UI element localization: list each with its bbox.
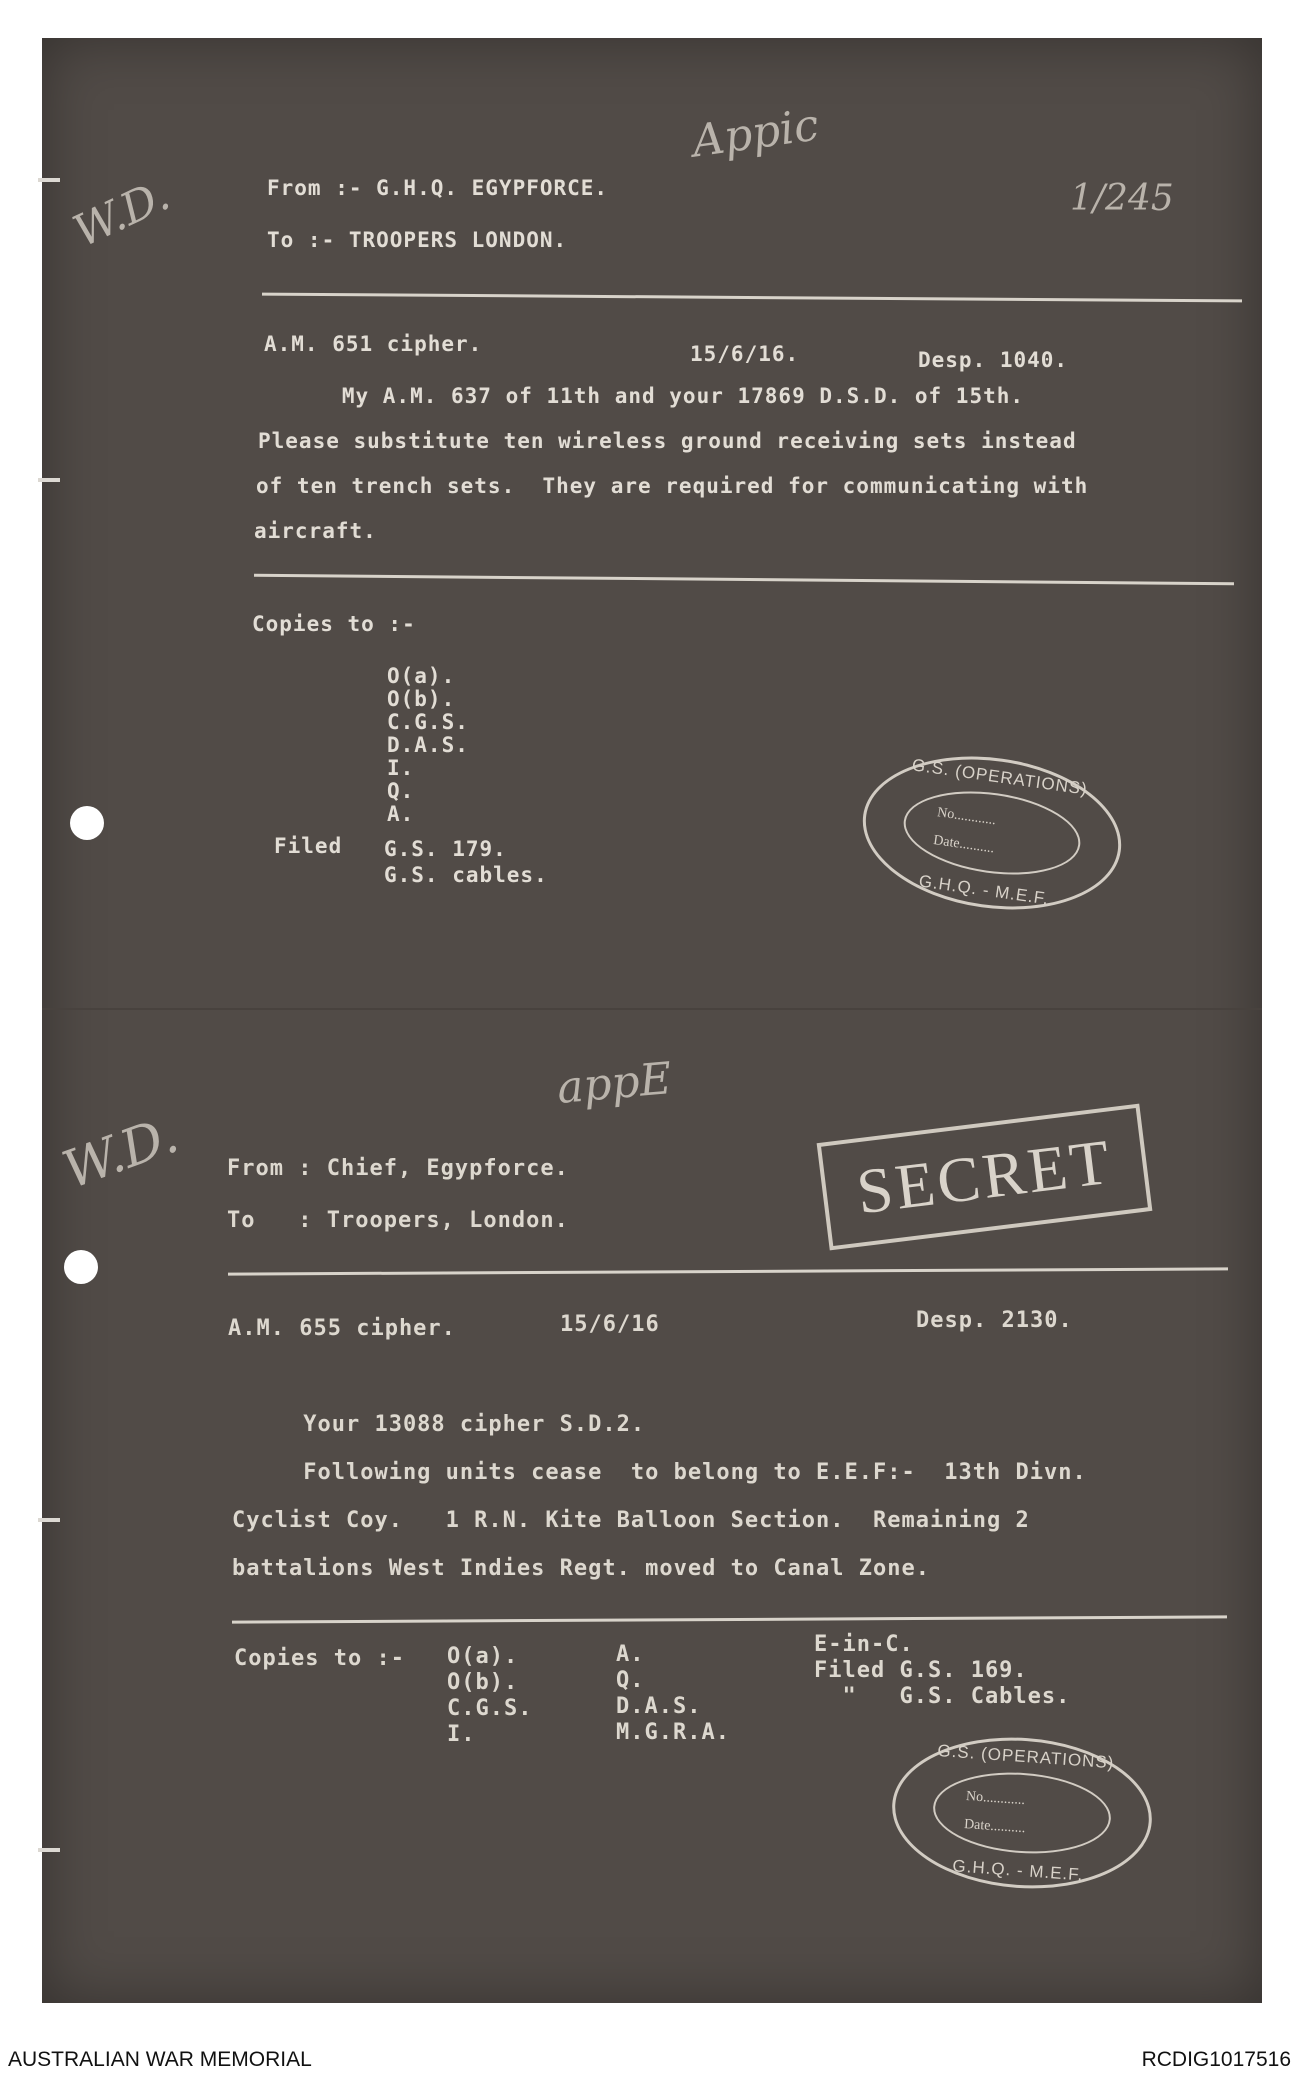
stamp-bottom-text: G.H.Q. - M.E.F.: [917, 871, 1051, 909]
memo1-body-line: My A.M. 637 of 11th and your 17869 D.S.D. of 15th.: [260, 384, 1025, 408]
footer-catalog-id: RCDIG1017516: [1141, 2048, 1291, 2071]
memo2-copy-item: A.: [616, 1642, 645, 1667]
memo2-copy-item: O(a).: [447, 1644, 519, 1669]
memo1-desp: Desp. 1040.: [918, 348, 1069, 372]
memo1-body-line: Please substitute ten wireless ground receiving sets instead: [258, 429, 1077, 453]
page-fold: [42, 1008, 1262, 1010]
punch-hole: [64, 1250, 98, 1284]
memo1-handwritten-number: 1/245: [1070, 178, 1174, 219]
memo1-copy-item: O(a).: [387, 664, 456, 688]
memo1-ops-stamp: [853, 741, 1131, 926]
binder-mark: [38, 178, 60, 182]
stamp-bottom-text: G.H.Q. - M.E.F.: [951, 1856, 1085, 1885]
stamp-top-text: G.S. (OPERATIONS): [910, 755, 1089, 799]
binder-mark: [38, 478, 60, 482]
memo2-copies-label: Copies to :-: [234, 1646, 405, 1671]
stamp-date-line: Date..........: [963, 1817, 1026, 1837]
memo2-filed-line: Filed G.S. 169.: [814, 1658, 1028, 1683]
memo2-from-line: From : Chief, Egypforce.: [227, 1156, 569, 1181]
memo2-copy-item: I.: [447, 1722, 476, 1747]
punch-hole: [70, 806, 104, 840]
memo1-filed-item: G.S. 179.: [384, 837, 507, 861]
memo2-copy-item: E-in-C.: [814, 1632, 914, 1657]
memo2-copy-item: D.A.S.: [616, 1694, 702, 1719]
memo1-copies-label: Copies to :-: [252, 612, 416, 636]
memo2-copy-item: M.G.R.A.: [616, 1720, 730, 1745]
memo1-ref: A.M. 651 cipher.: [264, 332, 483, 356]
stamp-top-text: G.S. (OPERATIONS): [936, 1740, 1116, 1773]
memo2-date: 15/6/16: [560, 1312, 660, 1337]
memo1-copy-item: C.G.S.: [387, 710, 469, 734]
memo2-ops-stamp: [887, 1729, 1157, 1897]
memo1-rule-bottom: [254, 574, 1234, 586]
memo2-desp: Desp. 2130.: [916, 1308, 1073, 1333]
memo2-copy-item: C.G.S.: [447, 1696, 533, 1721]
stamp-no-line: No............: [965, 1789, 1026, 1809]
memo2-to-line: To : Troopers, London.: [227, 1208, 569, 1233]
memo2-rule-top: [228, 1267, 1228, 1275]
memo1-handwritten-top: Appic: [689, 99, 822, 168]
memo1-copy-item: Q.: [387, 779, 415, 803]
memo1-copy-item: A.: [387, 802, 415, 826]
memo1-date: 15/6/16.: [690, 342, 800, 366]
stamp-no-line: No............: [936, 805, 997, 829]
binder-mark: [38, 1518, 60, 1522]
memo2-body-line: battalions West Indies Regt. moved to Canal Zone.: [232, 1556, 931, 1581]
memo1-rule-top: [262, 293, 1242, 303]
memo1-copy-item: I.: [387, 756, 415, 780]
memo2-body-line: Following units cease to belong to E.E.F:- 13th Divn.: [232, 1460, 1087, 1485]
memo1-filed-label: Filed: [274, 834, 343, 858]
secret-stamp: [817, 1104, 1153, 1251]
memo1-handwritten-left: W.D.: [65, 169, 178, 258]
memo1-body-line: aircraft.: [254, 519, 377, 543]
memo2-copy-item: Q.: [616, 1668, 645, 1693]
memo1-copy-item: D.A.S.: [387, 733, 469, 757]
binder-mark: [38, 1848, 60, 1852]
memo1-from-line: From :- G.H.Q. EGYPFORCE.: [267, 176, 609, 200]
memo1-body-line: of ten trench sets. They are required for communicating with: [256, 474, 1089, 498]
memo2-copy-item: O(b).: [447, 1670, 519, 1695]
memo2-body-line: Your 13088 cipher S.D.2.: [232, 1412, 646, 1437]
memo2-rule-bottom: [232, 1615, 1227, 1623]
memo2-body-line: Cyclist Coy. 1 R.N. Kite Balloon Section. Remaining 2: [232, 1508, 1030, 1533]
memo1-filed-item: G.S. cables.: [384, 863, 548, 887]
memo2-handwritten-left: W.D.: [55, 1104, 186, 1202]
stamp-date-line: Date..........: [932, 832, 996, 857]
document-sheet: [42, 38, 1262, 2003]
memo2-handwritten-top: appE: [554, 1053, 674, 1114]
memo1-copy-item: O(b).: [387, 687, 456, 711]
memo2-filed-line: " G.S. Cables.: [814, 1684, 1071, 1709]
memo2-ref: A.M. 655 cipher.: [228, 1316, 456, 1341]
footer-institution: AUSTRALIAN WAR MEMORIAL: [8, 2048, 312, 2071]
memo1-to-line: To :- TROOPERS LONDON.: [267, 228, 568, 252]
secret-stamp-text: SECRET: [852, 1125, 1116, 1228]
